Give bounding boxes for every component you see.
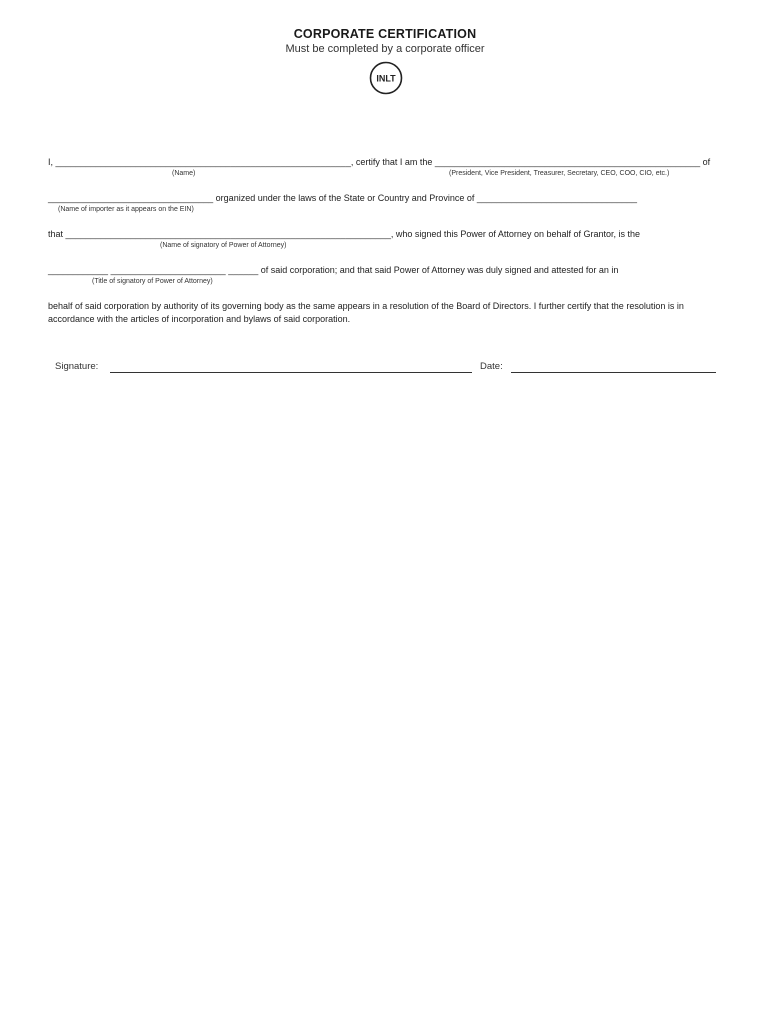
- company-logo: [368, 60, 404, 96]
- signature-label: Signature:: [55, 361, 99, 372]
- page-subtitle: Must be completed by a corporate officer: [285, 43, 485, 55]
- caption-signatory: (Name of signatory of Power of Attorney): [160, 242, 287, 249]
- date-field[interactable]: [511, 372, 716, 373]
- caption-title: (Title of signatory of Power of Attorney): [92, 278, 213, 285]
- signature-field[interactable]: [110, 372, 472, 373]
- certification-paragraph: behalf of said corporation by authority of its governing body as the same appears in a resolution of the Board of Directors. I further certify that the resolution is in accordance with the articles of incorporation and bylaws of said corporation.: [48, 301, 684, 324]
- page-title: CORPORATE CERTIFICATION: [293, 27, 477, 41]
- form-line-signatory: that _________________________________________________________________, who signed this Power of Attorney on behalf of Grantor, is the: [48, 229, 641, 239]
- caption-name: (Name): [172, 170, 196, 177]
- caption-position: (President, Vice President, Treasurer, Secretary, CEO, COO, CIO, etc.): [449, 170, 670, 177]
- caption-importer: (Name of importer as it appears on the EIN): [58, 206, 194, 213]
- logo-text: INLT: [376, 73, 396, 84]
- form-line-title: ____________ _______________________ ______ of said corporation; and that said Power of Attorney was duly signed and attested for an in: [48, 265, 619, 275]
- form-line-name: I, ___________________________________________________________, certify that I am the _____________________________________________________ of: [48, 157, 711, 167]
- form-line-importer: _________________________________ organized under the laws of the State or Country and Province of ________________________________: [48, 193, 638, 203]
- date-label: Date:: [480, 361, 503, 372]
